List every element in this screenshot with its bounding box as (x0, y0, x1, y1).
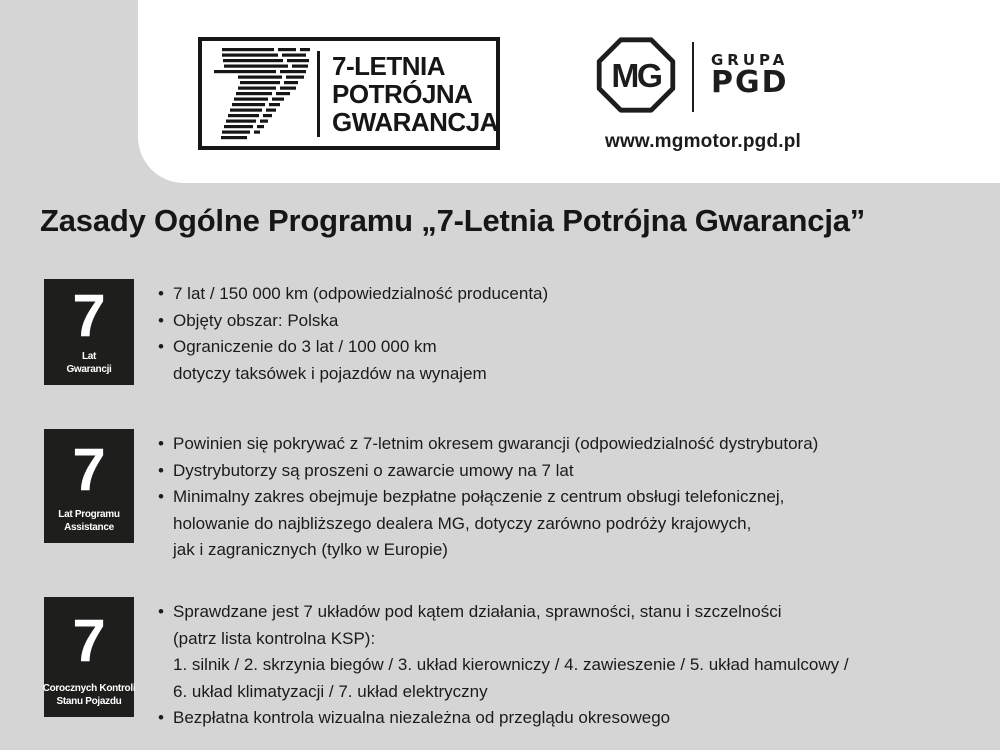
continuation-line: dotyczy taksówek i pojazdów na wynajem (173, 363, 487, 383)
continuation-line: jak i zagranicznych (tylko w Europie) (173, 540, 448, 559)
bullet-line: • Powinien się pokrywać z 7-letnim okresem gwarancji (odpowiedzialność dystrybutora) (160, 431, 818, 458)
bullet-line: • 7 lat / 150 000 km (odpowiedzialność producenta) (160, 281, 548, 308)
bullet-line: • Bezpłatna kontrola wizualna niezależna od przeglądu okresowego (160, 705, 849, 732)
bullet-list (160, 599, 849, 732)
badge-number: 7 (72, 606, 106, 674)
continuation-line: 6. układ klimatyzacji / 7. układ elektryczny (173, 681, 488, 701)
badge-label: Lat Gwarancji (66, 351, 112, 375)
warranty-section (44, 279, 980, 387)
warranty-logo-divider (317, 51, 320, 137)
grupa-pgd-logo (711, 51, 789, 100)
warranty-logo-line3: GWARANCJA (332, 106, 498, 137)
warranty-logo-line1: 7-LETNIA (332, 50, 445, 81)
badge-number: 7 (72, 281, 106, 349)
continuation-line: 1. silnik / 2. skrzynia biegów / 3. układ kierowniczy / 4. zawieszenie / 5. układ hamulcowy / (173, 655, 849, 674)
mg-logo-icon (596, 36, 676, 114)
warranty-program-logo (198, 37, 500, 150)
warranty-logo-line2: POTRÓJNA (332, 78, 473, 109)
bullet-line: • Ograniczenie do 3 lat / 100 000 km (160, 334, 548, 361)
warranty-section (44, 597, 980, 732)
bullet-line: • Objęty obszar: Polska (160, 308, 548, 335)
grupa-pgd-logo-top: GRUPA (711, 51, 789, 69)
bullet-line: • Dystrybutorzy są proszeni o zawarcie umowy na 7 lat (160, 458, 818, 485)
bullet-line: • Sprawdzane jest 7 układów pod kątem działania, sprawności, stanu i szczelności (160, 599, 849, 626)
grupa-pgd-logo-bottom: PGD (711, 65, 789, 100)
seven-badge (44, 597, 134, 717)
badge-label: Lat Programu Assistance (58, 509, 120, 533)
page-title: Zasady Ogólne Programu „7-Letnia Potrójna Gwarancja” (40, 203, 866, 238)
header-logo-divider (692, 42, 694, 112)
seven-badge (44, 429, 134, 543)
website-url: www.mgmotor.pgd.pl (604, 131, 802, 152)
mg-logo-letters: MG (611, 58, 661, 95)
continuation-line: holowanie do najbliższego dealera MG, dotyczy zarówno podróży krajowych, (173, 513, 752, 533)
warranty-logo-text (332, 52, 498, 136)
warranty-section (44, 429, 980, 564)
badge-label: Corocznych Kontroli Stanu Pojazdu (42, 683, 136, 707)
seven-badge (44, 279, 134, 385)
badge-number: 7 (72, 435, 106, 503)
bullet-list (160, 281, 548, 387)
seven-speed-lines-icon (207, 48, 313, 140)
continuation-line: (patrz lista kontrolna KSP): (173, 628, 376, 648)
bullet-list (160, 431, 818, 564)
bullet-line: • Minimalny zakres obejmuje bezpłatne połączenie z centrum obsługi telefonicznej, (160, 484, 818, 511)
